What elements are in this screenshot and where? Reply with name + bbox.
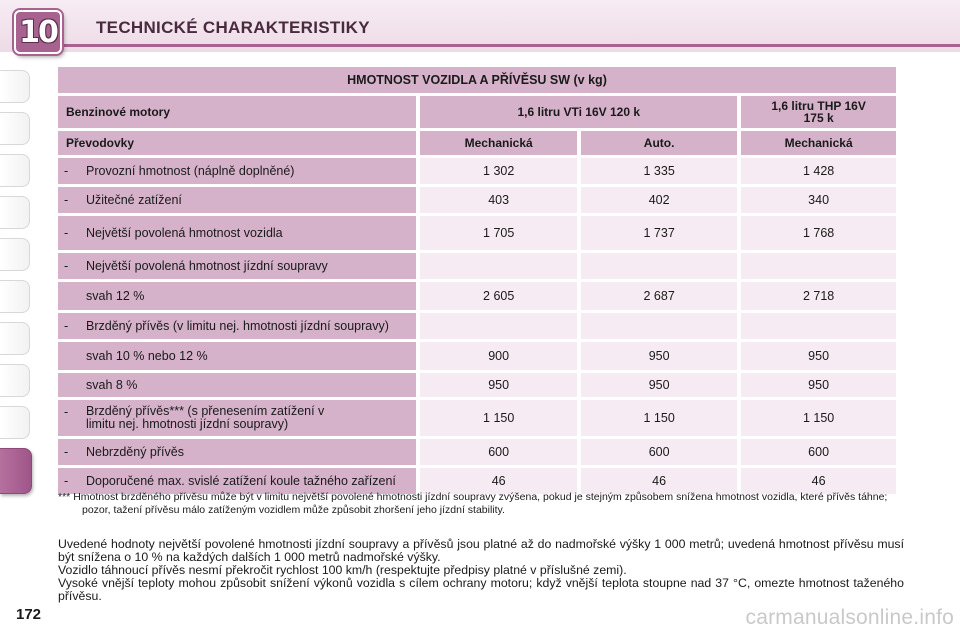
table-cell: 2 605 — [420, 282, 577, 310]
table-cell: 403 — [420, 187, 577, 213]
table-cell — [741, 253, 896, 279]
footnote-text: Hmotnost brzděného přívěsu může být v limitu největší povolené hmotnosti jízdní soupravy zvýšena, pokud je stejným způsobem snížena hmotnost vozidla, které přívěs táhne; pozor, tažení přívěsu málo zatíženým vozidlem může způsobit zhoršení jeho jízdní stability. — [73, 491, 888, 516]
table-cell: 600 — [581, 439, 737, 465]
notes — [58, 538, 904, 603]
table-cell: 46 — [741, 468, 896, 494]
chapter-tab[interactable] — [0, 406, 30, 439]
note-paragraph: Vysoké vnější teploty mohou způsobit snížení výkonů vozidla s cílem ochrany motoru; když vnější teplota stoupne nad 37 °C, omezte hmotnost taženého přívěsu. — [58, 576, 904, 603]
table-cell: 600 — [741, 439, 896, 465]
page-title: TECHNICKÉ CHARAKTERISTIKY — [96, 18, 370, 37]
table-row: - Nebrzděný přívěs 600 600 600 — [58, 439, 896, 465]
page-number: 172 — [16, 606, 42, 623]
table-row — [58, 282, 896, 310]
engines-label: Benzinové motory — [58, 96, 416, 128]
table-cell: 1 302 — [420, 158, 577, 184]
table-cell — [581, 253, 737, 279]
weights-table — [54, 64, 900, 497]
table-cell: 1 768 — [741, 216, 896, 250]
table-cell: 950 — [741, 373, 896, 397]
table-row: - Užitečné zatížení 403 402 340 — [58, 187, 896, 213]
table-row: - Největší povolená hmotnost jízdní soupravy — [58, 253, 896, 279]
table-cell: 1 705 — [420, 216, 577, 250]
gearbox-header: Mechanická — [741, 131, 896, 155]
table-row: - Doporučené max. svislé zatížení koule tažného zařízení 46 46 46 — [58, 468, 896, 494]
chapter-tab[interactable] — [0, 154, 30, 187]
table-row — [58, 342, 896, 370]
chapter-tab[interactable] — [0, 238, 30, 271]
chapter-tab-strip — [0, 70, 34, 503]
table-cell: 2 687 — [581, 282, 737, 310]
table-cell: 1 150 — [581, 400, 737, 436]
table-cell: 46 — [581, 468, 737, 494]
row-label: Nebrzděný přívěs — [86, 445, 184, 459]
table-cell: 600 — [420, 439, 577, 465]
chapter-tab-active[interactable] — [0, 448, 32, 494]
table-cell: 1 335 — [581, 158, 737, 184]
table-cell: 950 — [581, 373, 737, 397]
row-label: Největší povolená hmotnost jízdní soupravy — [86, 259, 328, 273]
row-label: svah 12 % — [86, 289, 145, 303]
footnote-marker: *** — [58, 491, 71, 503]
row-label: Největší povolená hmotnost vozidla — [86, 226, 283, 240]
table-cell — [420, 253, 577, 279]
table-cell — [741, 313, 896, 339]
gearbox-header: Mechanická — [420, 131, 577, 155]
table-cell: 1 737 — [581, 216, 737, 250]
row-label: Brzděný přívěs (v limitu nej. hmotnosti jízdní soupravy) — [86, 319, 389, 333]
gearbox-header: Auto. — [581, 131, 737, 155]
row-label: Brzděný přívěs*** (s přenesením zatížení v limitu nej. hmotnosti jízdní soupravy) — [86, 404, 325, 431]
watermark: carmanualsonline.info — [745, 606, 954, 629]
table-cell: 340 — [741, 187, 896, 213]
table-title: HMOTNOST VOZIDLA A PŘÍVĚSU SW (v kg) — [58, 67, 896, 93]
table-cell: 1 428 — [741, 158, 896, 184]
row-label: Provozní hmotnost (náplně doplněné) — [86, 164, 295, 178]
table-cell: 2 718 — [741, 282, 896, 310]
chapter-badge: 10 — [14, 10, 62, 54]
gearbox-label: Převodovky — [58, 131, 416, 155]
table-row: - Provozní hmotnost (náplně doplněné) 1 302 1 335 1 428 — [58, 158, 896, 184]
table-cell: 950 — [420, 373, 577, 397]
engine-header: 1,6 litru VTi 16V 120 k — [420, 96, 737, 128]
row-label: svah 8 % — [86, 378, 138, 392]
table-row: - Brzděný přívěs*** (s přenesením zatížení v limitu nej. hmotnosti jízdní soupravy) 1 150 1 150 1 150 — [58, 400, 896, 436]
engine-header: 1,6 litru THP 16V 175 k — [741, 96, 896, 128]
table-row — [58, 373, 896, 397]
table-row: - Brzděný přívěs (v limitu nej. hmotnosti jízdní soupravy) — [58, 313, 896, 339]
table-cell: 46 — [420, 468, 577, 494]
note-paragraph: Uvedené hodnoty největší povolené hmotnosti jízdní soupravy a přívěsů jsou platné až do nadmořské výšky 1 000 metrů; uvedená hmotnost přívěsu musí být snížena o 10 % na každých dalších 1 000 metrů nadmořské výšky. — [58, 537, 904, 564]
header-rule — [48, 44, 960, 47]
footnote — [58, 491, 904, 517]
table-cell: 402 — [581, 187, 737, 213]
table-cell — [420, 313, 577, 339]
table-row: - Největší povolená hmotnost vozidla 1 705 1 737 1 768 — [58, 216, 896, 250]
chapter-tab[interactable] — [0, 280, 30, 313]
row-label: Užitečné zatížení — [86, 193, 182, 207]
table-cell: 1 150 — [741, 400, 896, 436]
chapter-tab[interactable] — [0, 70, 30, 103]
table-cell: 1 150 — [420, 400, 577, 436]
table-cell: 900 — [420, 342, 577, 370]
chapter-tab[interactable] — [0, 322, 30, 355]
table-cell: 950 — [581, 342, 737, 370]
chapter-tab[interactable] — [0, 364, 30, 397]
table-cell — [581, 313, 737, 339]
row-label: svah 10 % nebo 12 % — [86, 349, 208, 363]
table-cell: 950 — [741, 342, 896, 370]
note-paragraph: Vozidlo táhnoucí přívěs nesmí překročit rychlost 100 km/h (respektujte předpisy platné v příslušné zemi). — [58, 563, 627, 577]
chapter-tab[interactable] — [0, 112, 30, 145]
row-label: Doporučené max. svislé zatížení koule tažného zařízení — [86, 474, 396, 488]
chapter-tab[interactable] — [0, 196, 30, 229]
